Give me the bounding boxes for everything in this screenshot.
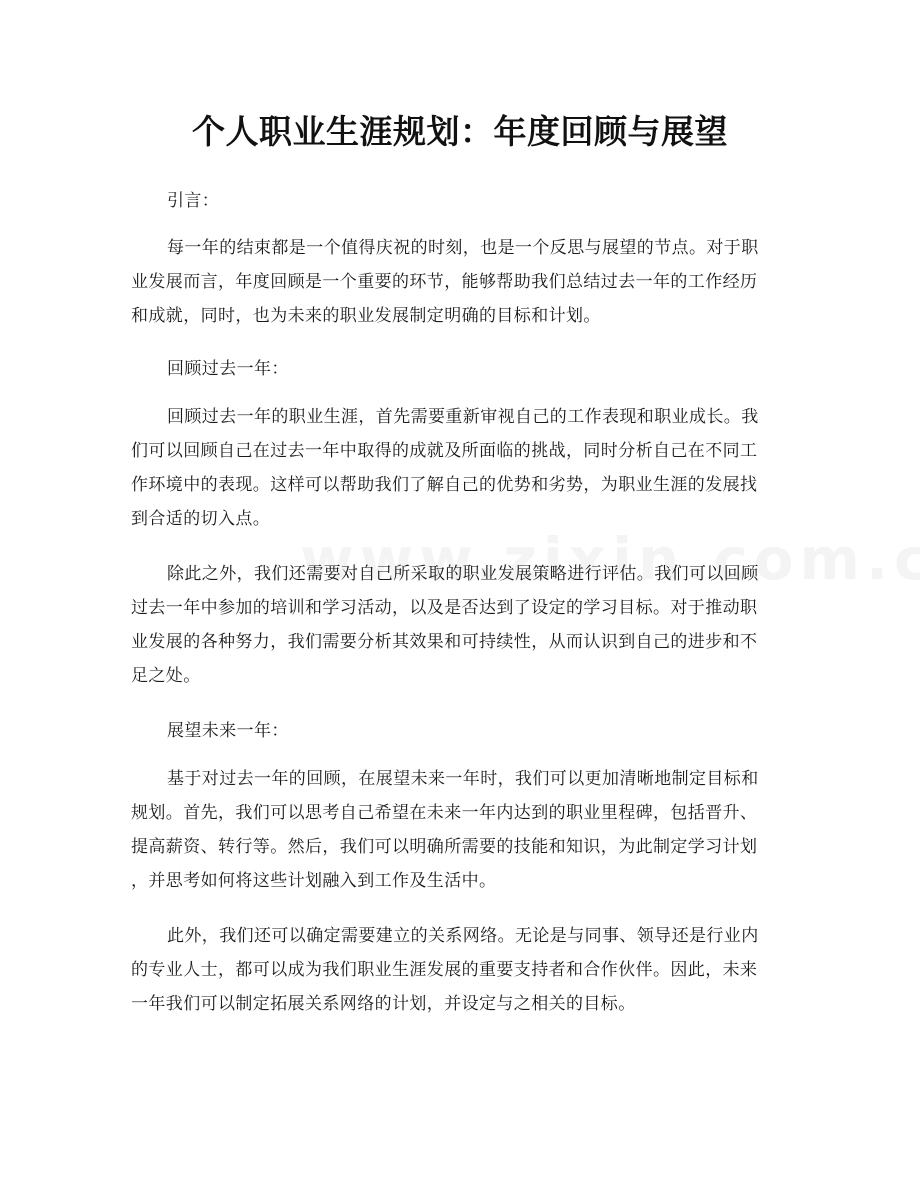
paragraph-line: 过去一年中参加的培训和学习活动，以及是否达到了设定的学习目标。对于推动职 [131,598,758,618]
paragraph-line: 作环境中的表现。这样可以帮助我们了解自己的优势和劣势，为职业生涯的发展找 [131,475,758,495]
paragraph-line: 每一年的结束都是一个值得庆祝的时刻，也是一个反思与展望的节点。对于职 [167,238,759,258]
paragraph-line: 提高薪资、转行等。然后，我们可以明确所需要的技能和知识，为此制定学习计划 [131,837,758,857]
paragraph-review-1 [131,400,791,536]
paragraph-line: 的专业人士，都可以成为我们职业生涯发展的重要支持者和合作伙伴。因此，未来 [131,960,758,980]
paragraph-line: 业发展的各种努力，我们需要分析其效果和可持续性，从而认识到自己的进步和不 [131,632,758,652]
section-heading-intro [131,184,791,218]
page-title: 个人职业生涯规划：年度回顾与展望 [192,112,728,151]
paragraph-line: 和成就，同时，也为未来的职业发展制定明确的目标和计划。 [131,306,601,326]
paragraph-outlook-1 [131,762,791,898]
paragraph-line: 回顾过去一年的职业生涯，首先需要重新审视自己的工作表现和职业成长。我 [167,407,759,427]
paragraph-line: 足之处。 [131,666,201,686]
paragraph-line: 们可以回顾自己在过去一年中取得的成就及所面临的挑战，同时分析自己在不同工 [131,441,758,461]
paragraph-line: 规划。首先，我们可以思考自己希望在未来一年内达到的职业里程碑，包括晋升、 [131,803,758,823]
paragraph-line: 除此之外，我们还需要对自己所采取的职业发展策略进行评估。我们可以回顾 [167,564,759,584]
paragraph-line: 此外，我们还可以确定需要建立的关系网络。无论是与同事、领导还是行业内 [167,926,759,946]
section-heading-review [131,352,791,386]
paragraph-intro [131,231,791,333]
heading-line: 展望未来一年： [167,721,289,741]
paragraph-review-2 [131,557,791,693]
paragraph-line: 到合适的切入点。 [131,509,271,529]
section-heading-outlook [131,714,791,748]
paragraph-line: ，并思考如何将这些计划融入到工作及生活中。 [131,871,497,891]
heading-line: 引言： [167,191,220,211]
paragraph-line: 业发展而言，年度回顾是一个重要的环节，能够帮助我们总结过去一年的工作经历 [131,272,758,292]
heading-line: 回顾过去一年： [167,359,289,379]
paragraph-line: 基于对过去一年的回顾，在展望未来一年时，我们可以更加清晰地制定目标和 [167,769,759,789]
paragraph-outlook-2 [131,919,791,1021]
paragraph-line: 一年我们可以制定拓展关系网络的计划，并设定与之相关的目标。 [131,994,636,1014]
